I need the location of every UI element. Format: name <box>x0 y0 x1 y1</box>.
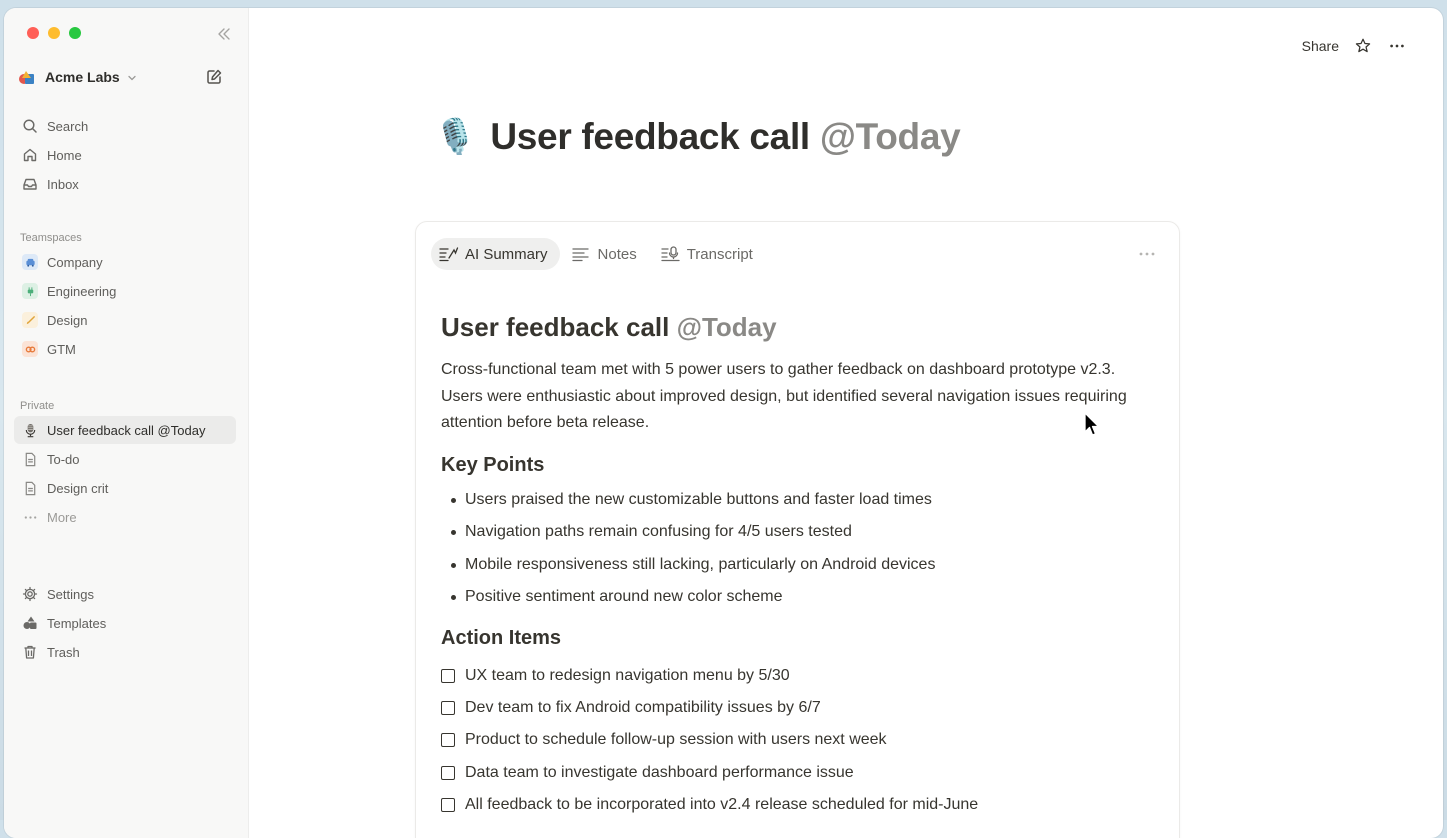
search-icon <box>22 118 38 134</box>
share-button[interactable]: Share <box>1301 38 1339 54</box>
private-section <box>14 396 236 532</box>
summary-heading <box>441 312 1141 343</box>
sidebar-item-gtm[interactable] <box>14 335 236 363</box>
gear-icon <box>22 586 38 602</box>
brush-icon <box>22 312 38 328</box>
page-icon <box>22 451 38 467</box>
microphone-icon <box>22 422 38 438</box>
sidebar-item-engineering[interactable] <box>14 277 236 305</box>
chevron-down-icon <box>126 71 138 83</box>
page-header-actions <box>1302 36 1407 56</box>
todo-checkbox[interactable] <box>441 766 455 780</box>
sidebar-item-design-crit[interactable] <box>14 474 236 502</box>
list-item: Users praised the new customizable buttons and faster load times <box>441 487 1141 520</box>
sidebar-item-label: User feedback call @Today <box>47 422 206 438</box>
nav-settings-label: Settings <box>47 586 94 602</box>
minimize-window-button[interactable] <box>48 27 60 39</box>
todo-text: Data team to investigate dashboard performance issue <box>465 763 854 781</box>
nav-search-label: Search <box>47 118 89 134</box>
transcript-icon <box>661 246 681 262</box>
nav-settings[interactable] <box>14 580 236 608</box>
mouse-cursor-icon <box>1083 412 1101 438</box>
todo-item <box>441 757 1141 789</box>
plug-icon <box>22 283 38 299</box>
ai-summary-content <box>441 312 1141 821</box>
summary-paragraph: Cross-functional team met with 5 power users to gather feedback on dashboard prototype v2.3. Users were enthusiastic about improved design, but identified several navigation issues requiring attention before beta release. <box>441 361 1127 431</box>
bottom-nav <box>14 580 236 667</box>
tab-label: Notes <box>597 245 637 263</box>
more-options-icon[interactable] <box>1387 36 1407 56</box>
todo-checkbox[interactable] <box>441 669 455 683</box>
inbox-icon <box>22 176 38 192</box>
key-points-list <box>441 487 1141 617</box>
list-item: Navigation paths remain confusing for 4/5 users tested <box>441 519 1141 552</box>
new-page-icon[interactable] <box>205 68 223 86</box>
sidebar-item-label: Design crit <box>47 480 109 496</box>
nav-search[interactable] <box>14 112 236 140</box>
nav-trash[interactable] <box>14 638 236 666</box>
tab-label: AI Summary <box>465 245 548 263</box>
action-items-heading: Action Items <box>441 626 562 649</box>
sidebar-item-label: Design <box>47 312 88 328</box>
microphone-icon[interactable]: 🎙️ <box>434 118 477 156</box>
todo-checkbox[interactable] <box>441 701 455 715</box>
workspace-switcher[interactable] <box>18 68 138 86</box>
summary-date-mention[interactable]: @Today <box>676 312 777 342</box>
tab-ai-summary[interactable] <box>431 238 560 270</box>
todo-checkbox[interactable] <box>441 798 455 812</box>
list-item: Mobile responsiveness still lacking, particularly on Android devices <box>441 552 1141 585</box>
meeting-notes-tabs <box>431 238 769 270</box>
nav-inbox-label: Inbox <box>47 176 79 192</box>
sidebar-item-design[interactable] <box>14 306 236 334</box>
todo-item <box>441 692 1141 724</box>
more-icon <box>22 509 38 525</box>
private-label: Private <box>20 400 55 412</box>
action-items-list <box>441 660 1141 822</box>
todo-text: All feedback to be incorporated into v2.4 release scheduled for mid-June <box>465 796 979 814</box>
nav-templates[interactable] <box>14 609 236 637</box>
todo-item <box>441 789 1141 821</box>
todo-checkbox[interactable] <box>441 733 455 747</box>
sidebar-item-company[interactable] <box>14 248 236 276</box>
page-icon <box>22 480 38 496</box>
meeting-notes-block <box>415 221 1180 838</box>
todo-item <box>441 660 1141 692</box>
sidebar-item-user-feedback-call[interactable] <box>14 416 236 444</box>
todo-item <box>441 724 1141 756</box>
nav-inbox[interactable] <box>14 170 236 198</box>
summary-heading-text: User feedback call <box>441 312 670 342</box>
sidebar-item-label: Company <box>47 254 103 270</box>
date-mention[interactable]: @Today <box>819 116 961 157</box>
nav-home-label: Home <box>47 147 82 163</box>
car-icon <box>22 254 38 270</box>
sidebar-item-label: GTM <box>47 341 76 357</box>
close-window-button[interactable] <box>27 27 39 39</box>
ai-summary-icon <box>439 246 459 262</box>
sidebar-item-label: Engineering <box>47 283 117 299</box>
favorite-star-icon[interactable] <box>1353 36 1373 56</box>
window-controls <box>27 27 81 39</box>
workspace-logo-icon <box>18 68 36 86</box>
main-nav <box>14 112 236 199</box>
teamspaces-label: Teamspaces <box>20 232 82 244</box>
page-title <box>434 116 960 158</box>
nav-trash-label: Trash <box>47 644 80 660</box>
sidebar <box>4 8 249 838</box>
todo-text: Product to schedule follow-up session with users next week <box>465 731 887 749</box>
notes-icon <box>572 246 592 262</box>
tab-label: Transcript <box>686 245 753 263</box>
nav-home[interactable] <box>14 141 236 169</box>
tab-transcript[interactable] <box>653 238 765 270</box>
nav-templates-label: Templates <box>47 615 107 631</box>
page-title-text[interactable]: User feedback call <box>490 116 810 157</box>
teamspaces-section <box>14 228 236 364</box>
home-icon <box>22 147 38 163</box>
todo-text: UX team to redesign navigation menu by 5/30 <box>465 666 790 684</box>
app-window <box>4 8 1443 838</box>
workspace-name: Acme Labs <box>45 69 120 85</box>
block-more-options-icon[interactable] <box>1137 244 1157 264</box>
key-points-heading: Key Points <box>441 453 545 476</box>
list-item: Positive sentiment around new color scheme <box>441 584 1141 617</box>
maximize-window-button[interactable] <box>69 27 81 39</box>
sidebar-item-to-do[interactable] <box>14 445 236 473</box>
shapes-icon <box>22 615 38 631</box>
collapse-sidebar-icon[interactable] <box>215 25 233 43</box>
trash-icon <box>22 644 38 660</box>
tab-notes[interactable] <box>564 238 649 270</box>
pretzel-icon <box>22 341 38 357</box>
sidebar-item-label: To-do <box>47 451 80 467</box>
sidebar-item-more[interactable] <box>14 503 236 531</box>
todo-text: Dev team to fix Android compatibility issues by 6/7 <box>465 699 821 717</box>
sidebar-item-label: More <box>47 509 77 525</box>
